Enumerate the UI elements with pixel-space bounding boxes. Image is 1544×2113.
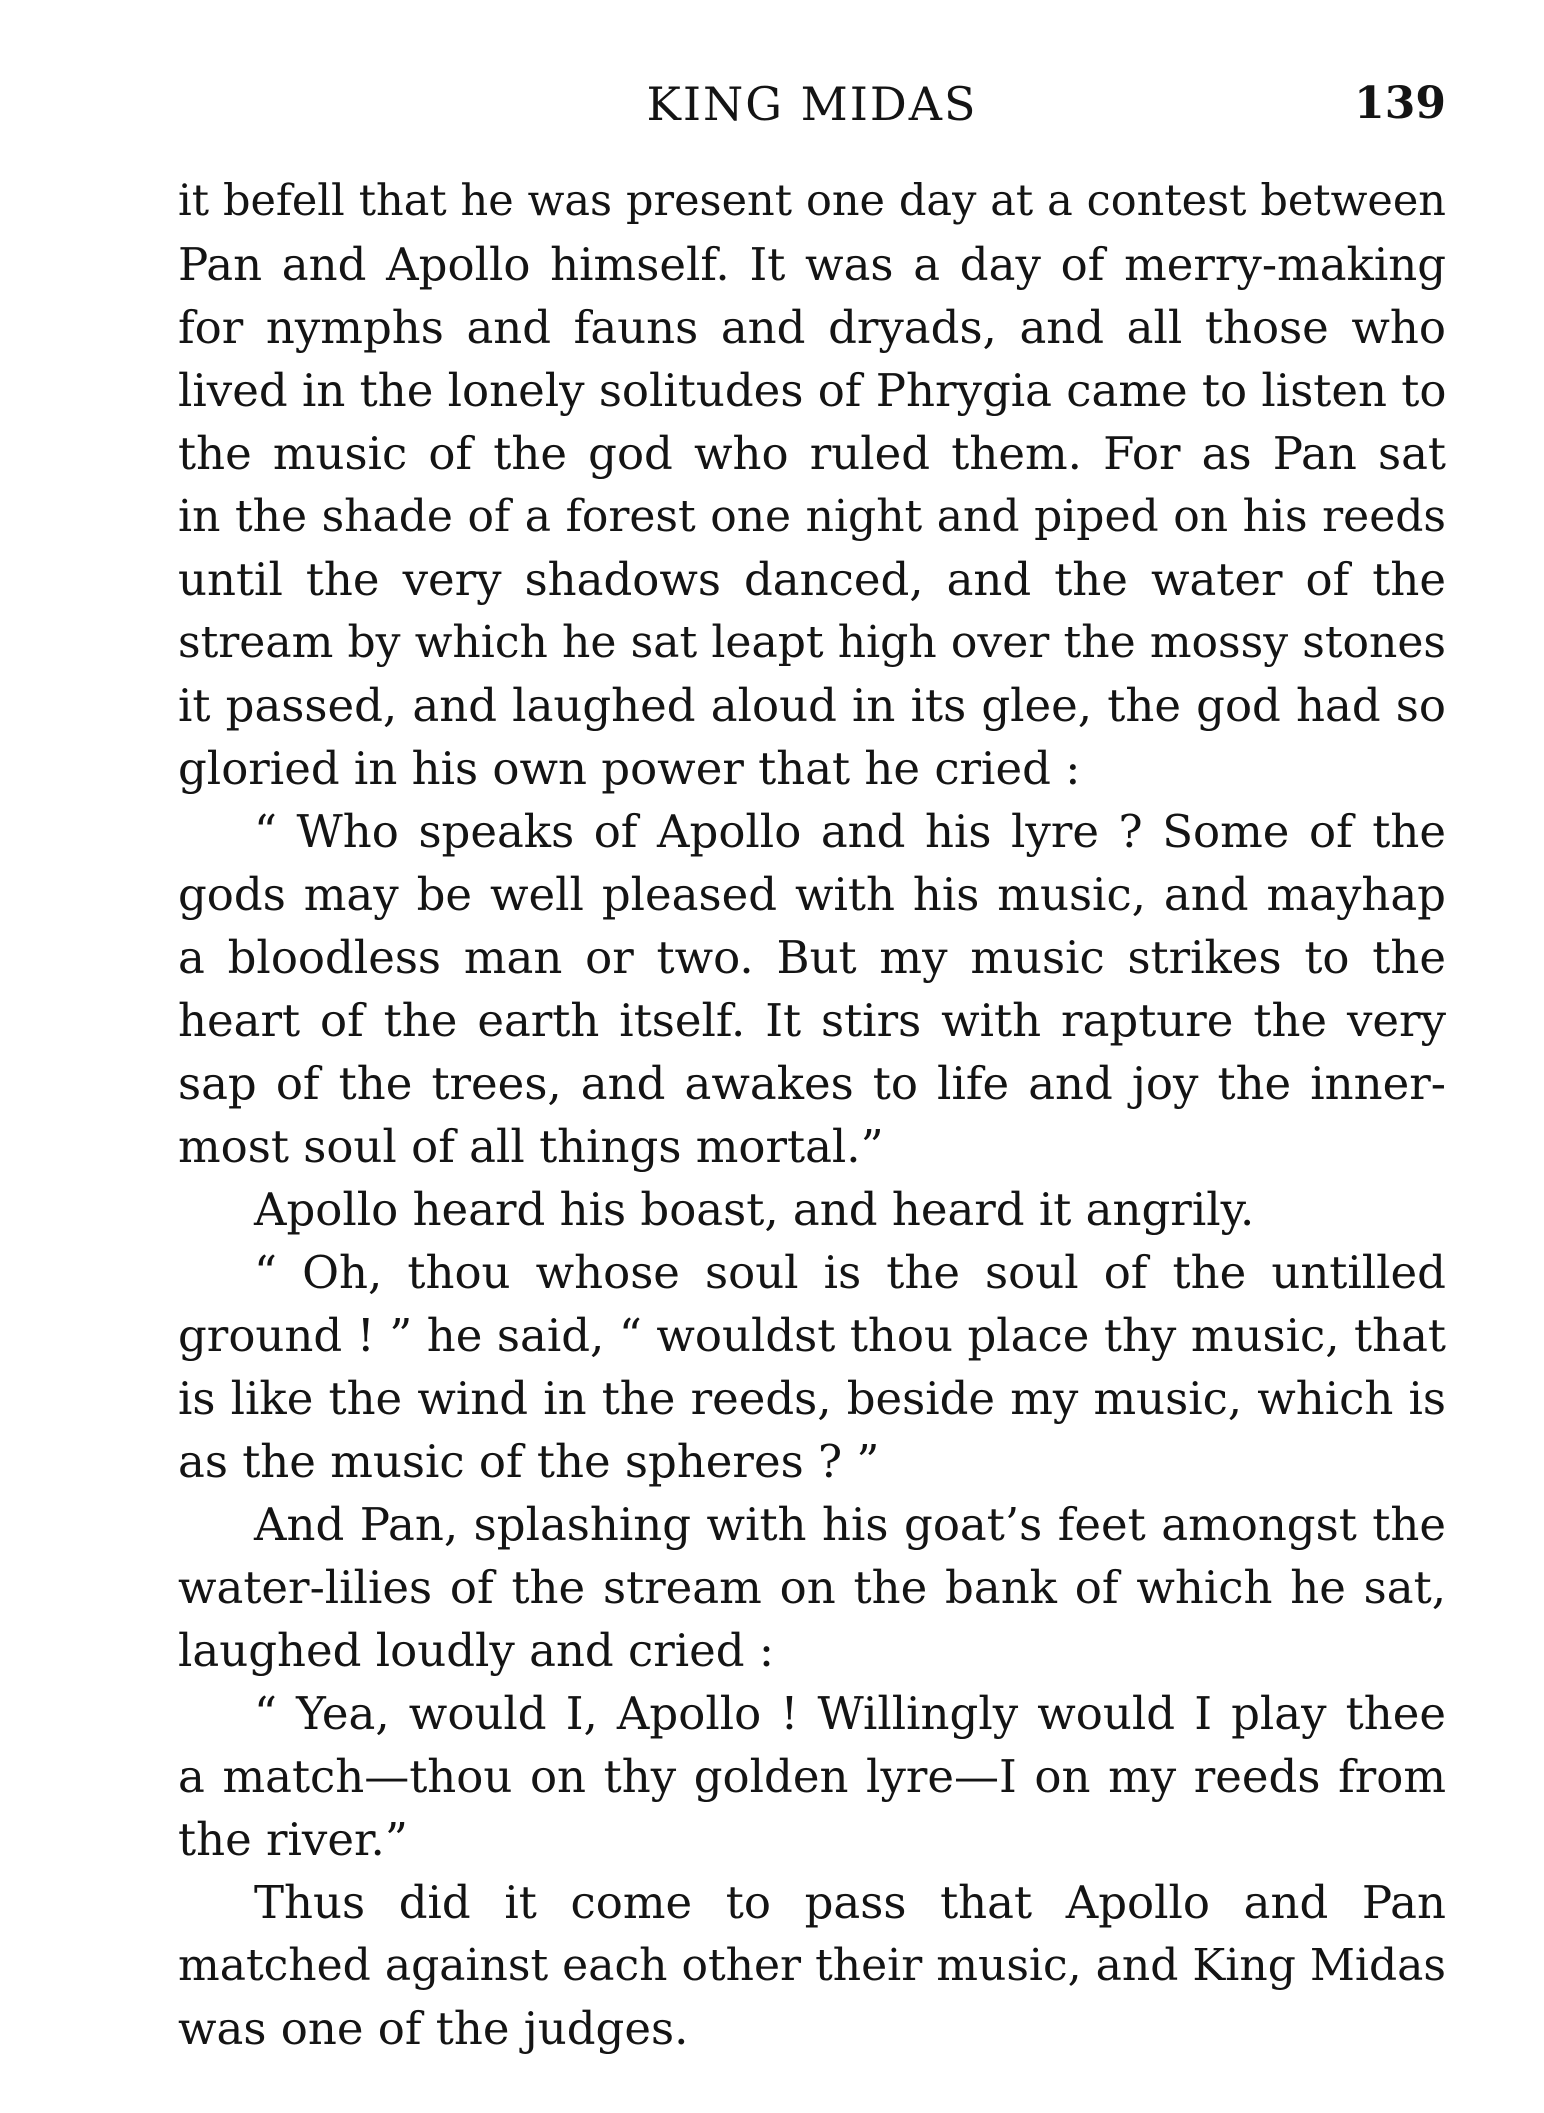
body-text xyxy=(178,170,1446,2060)
text-line: gloried in his own power that he cried : xyxy=(178,742,1081,795)
text-line: in the shade of a forest one night and piped on his reeds xyxy=(178,491,1446,542)
running-head xyxy=(178,74,1446,134)
text-line: Thus did it come to pass that Apollo and Pan xyxy=(254,1876,1446,1929)
text-line: “ Yea, would I, Apollo ! Willingly would I play thee xyxy=(254,1687,1446,1740)
text-line: And Pan, splashing with his goat’s feet amongst the xyxy=(254,1498,1446,1551)
text-line: as the music of the spheres ? ” xyxy=(178,1435,880,1488)
text-line: “ Oh, thou whose soul is the soul of the untilled xyxy=(254,1246,1446,1299)
text-line: lived in the lonely solitudes of Phrygia came to listen to xyxy=(178,364,1447,417)
text-line: it passed, and laughed aloud in its glee, the god had so xyxy=(178,679,1446,732)
text-line: gods may be well pleased with his music, and mayhap xyxy=(178,868,1446,921)
text-line: it befell that he was present one day at a contest between xyxy=(178,176,1446,226)
text-line: stream by which he sat leapt high over the mossy stones xyxy=(178,617,1446,668)
text-line: sap of the trees, and awakes to life and joy the inner- xyxy=(178,1057,1446,1110)
text-line: Apollo heard his boast, and heard it angrily. xyxy=(254,1183,1255,1236)
text-line: matched against each other their music, and King Midas xyxy=(178,1940,1446,1991)
text-line: was one of the judges. xyxy=(178,2002,689,2055)
text-line: Pan and Apollo himself. It was a day of merry-making xyxy=(178,238,1446,291)
text-line: the music of the god who ruled them. For as Pan sat xyxy=(178,427,1446,480)
text-line: is like the wind in the reeds, beside my music, which is xyxy=(178,1372,1446,1425)
text-line: the river.” xyxy=(178,1813,408,1866)
text-line: until the very shadows danced, and the water of the xyxy=(178,553,1446,606)
text-line: most soul of all things mortal.” xyxy=(178,1120,884,1173)
text-line: a match—thou on thy golden lyre—I on my reeds from xyxy=(178,1750,1446,1803)
text-line: for nymphs and fauns and dryads, and all those who xyxy=(178,301,1446,354)
text-line: a bloodless man or two. But my music strikes to the xyxy=(178,931,1446,984)
text-line: heart of the earth itself. It stirs with rapture the very xyxy=(178,994,1446,1047)
text-line: ground ! ” he said, “ wouldst thou place thy music, that xyxy=(178,1309,1446,1362)
text-line: water-lilies of the stream on the bank of which he sat, xyxy=(178,1561,1446,1614)
text-line: “ Who speaks of Apollo and his lyre ? Some of the xyxy=(254,805,1446,858)
running-title: KING MIDAS xyxy=(646,77,978,131)
text-line: laughed loudly and cried : xyxy=(178,1624,775,1677)
page-number: 139 xyxy=(1354,78,1446,129)
